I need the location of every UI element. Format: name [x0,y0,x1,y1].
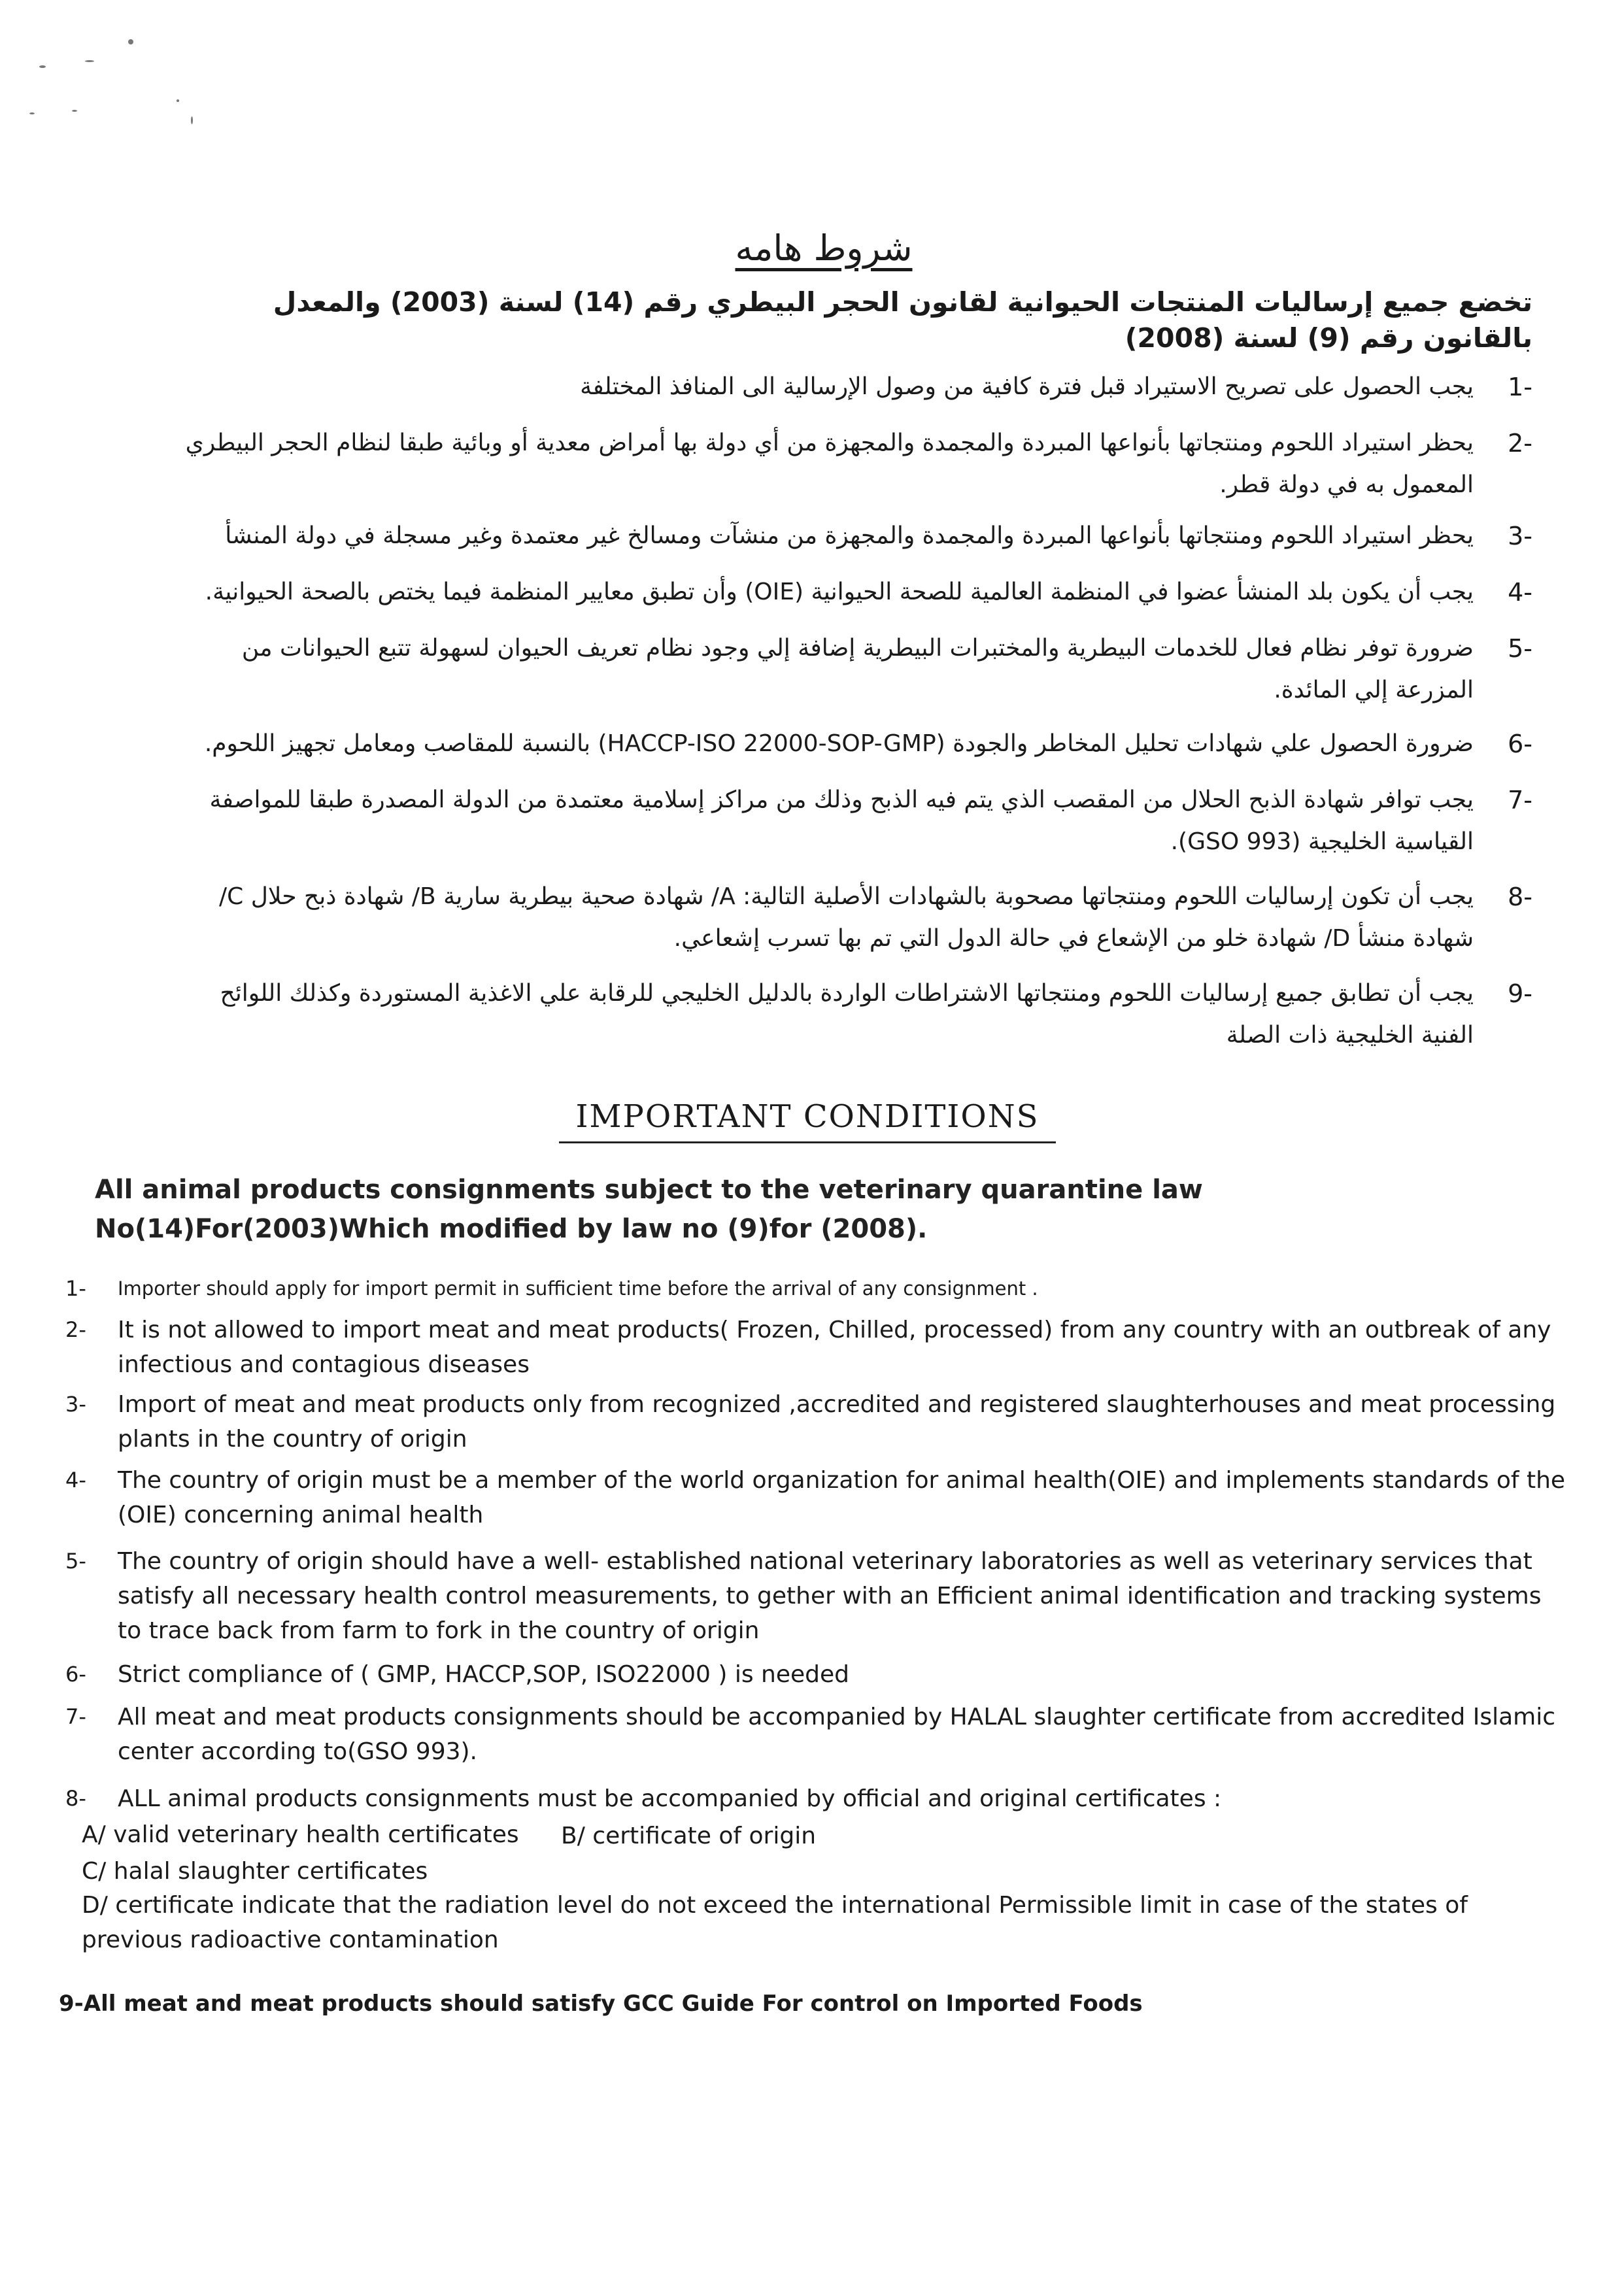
english-condition-1 [65,1271,1569,1306]
english-condition-5 [65,1544,1569,1648]
english-condition-number: 2- [65,1317,86,1342]
arabic-condition-text: يحظر استيراد اللحوم ومنتجاتها بأنواعها المبردة والمجمدة والمجهزة من منشآت ومسالخ غير معتمدة وغير مسجلة في دولة المنشأ [225,522,1474,549]
english-certificate-b: B/ certificate of origin [561,1823,817,1849]
scan-speck [72,110,77,112]
english-condition-text: Import of meat and meat products only from recognized ,accredited and registered slaughterhouses and meat processing plants in the country of origin [118,1391,1556,1453]
arabic-condition-9 [163,973,1532,1056]
english-condition-number: 5- [65,1549,86,1574]
arabic-condition-text: ضرورة توفر نظام فعال للخدمات البيطرية والمختبرات البيطرية إضافة إلي وجود نظام تعريف الحيوان لسهولة تتبع الحيوانات من المزرعة إلي المائدة. [241,635,1474,703]
english-condition-number: 6- [65,1662,86,1687]
scan-speck [39,65,46,68]
english-condition-3 [65,1387,1569,1457]
arabic-condition-number: 2- [1508,429,1532,458]
english-condition-9: 9-All meat and meat products should satisfy GCC Guide For control on Imported Foods [59,1991,1143,2017]
scan-speck [128,39,133,44]
english-condition-text: ALL animal products consignments must be accompanied by official and original certificates : [118,1785,1222,1812]
english-condition-number: 4- [65,1468,86,1492]
arabic-condition-1 [163,366,1532,408]
english-title: IMPORTANT CONDITIONS [559,1098,1056,1143]
english-certificate-c: C/ halal slaughter certificates [82,1858,428,1885]
arabic-condition-5 [163,628,1532,711]
arabic-condition-number: 7- [1508,786,1532,815]
english-condition-text: Importer should apply for import permit in sufficient time before the arrival of any consignment . [118,1277,1038,1300]
english-condition-4 [65,1463,1569,1532]
arabic-condition-number: 8- [1508,883,1532,911]
arabic-conditions-list [163,366,1532,1056]
english-intro: All animal products consignments subject to the veterinary quarantine law No(14)For(2003)Which modified by law no (9)for (2008). [95,1175,1203,1244]
english-condition-number: 7- [65,1704,86,1729]
english-condition-number: 8- [65,1786,86,1811]
arabic-condition-4 [163,571,1532,613]
arabic-condition-text: ضرورة الحصول علي شهادات تحليل المخاطر والجودة (HACCP-ISO 22000-SOP-GMP) بالنسبة للمقاصب ومعامل تجهيز اللحوم. [204,730,1474,757]
arabic-condition-7 [163,779,1532,863]
english-condition-text: The country of origin must be a member of the world organization for animal health(OIE) and implements standards of the (OIE) concerning animal health [118,1467,1566,1528]
english-condition-text: Strict compliance of ( GMP, HACCP,SOP, ISO22000 ) is needed [118,1661,850,1688]
arabic-condition-number: 9- [1508,979,1532,1008]
arabic-condition-8 [163,876,1532,960]
english-condition-text: It is not allowed to import meat and meat products( Frozen, Chilled, processed) from any country with an outbreak of any infectious and contagious diseases [118,1317,1551,1378]
arabic-condition-number: 5- [1508,634,1532,663]
arabic-condition-number: 1- [1508,373,1532,401]
english-condition-6 [65,1657,1569,1692]
arabic-condition-number: 6- [1508,730,1532,758]
scan-speck [85,60,94,62]
arabic-condition-number: 4- [1508,578,1532,607]
arabic-title: شروط هامه [735,227,913,269]
scan-speck [177,99,179,102]
arabic-condition-3 [163,515,1532,557]
english-condition-2 [65,1313,1569,1382]
arabic-condition-text: يجب الحصول على تصريح الاستيراد قبل فترة كافية من وصول الإرسالية الى المنافذ المختلفة [580,373,1474,400]
english-condition-number: 1- [65,1276,86,1301]
arabic-condition-text: يجب توافر شهادة الذبح الحلال من المقصب الذي يتم فيه الذبح وذلك من مراكز إسلامية معتمدة من الدولة المصدرة طبقا للمواصفة القياسية الخليجية (GSO 993). [209,786,1474,855]
english-condition-8 [65,1781,1569,1816]
english-condition-text: The country of origin should have a well- established national veterinary laboratories as well as veterinary services that satisfy all necessary health control measurements, to gether with an Efficient animal identification and tracking systems to trace back from farm to fork in the country of origin [118,1548,1542,1644]
arabic-condition-6 [163,723,1532,765]
arabic-condition-text: يجب أن تكون إرساليات اللحوم ومنتجاتها مصحوبة بالشهادات الأصلية التالية: A/ شهادة صحية بيطرية سارية B/ شهادة ذبح حلال C/ شهادة منشأ D/ شهادة خلو من الإشعاع في حالة الدول التي تم بها تسرب إشعاعي. [219,883,1474,952]
arabic-condition-2 [163,422,1532,506]
arabic-condition-text: يجب أن يكون بلد المنشأ عضوا في المنظمة العالمية للصحة الحيوانية (OIE) وأن تطبق معايير المنظمة فيما يختص بالصحة الحيوانية. [205,579,1474,605]
arabic-condition-text: يحظر استيراد اللحوم ومنتجاتها بأنواعها المبردة والمجمدة والمجهزة من أي دولة بها أمراض معدية أو وبائية طبقا لنظام الحجر البيطري المعمول به في دولة قطر. [185,429,1474,498]
scan-speck [29,112,35,114]
arabic-intro: تخضع جميع إرساليات المنتجات الحيوانية لقانون الحجر البيطري رقم (14) لسنة (2003) والمعدل بالقانون رقم (9) لسنة (2008) [273,286,1532,354]
english-condition-text: All meat and meat products consignments should be accompanied by HALAL slaughter certificate from accredited Islamic center according to(GSO 993). [118,1704,1556,1765]
scan-speck [191,116,193,124]
english-certificate-a: A/ valid veterinary health certificates [82,1821,519,1848]
english-condition-number: 3- [65,1392,86,1417]
english-condition-7 [65,1700,1569,1769]
arabic-condition-text: يجب أن تطابق جميع إرساليات اللحوم ومنتجاتها الاشتراطات الواردة بالدليل الخليجي للرقابة علي الاغذية المستوردة وكذلك اللوائح الفنية الخليجية ذات الصلة [220,980,1474,1049]
english-certificate-d: D/ certificate indicate that the radiation level do not exceed the international Permissible limit in case of the states of previous radioactive contamination [82,1892,1468,1953]
arabic-condition-number: 3- [1508,522,1532,550]
